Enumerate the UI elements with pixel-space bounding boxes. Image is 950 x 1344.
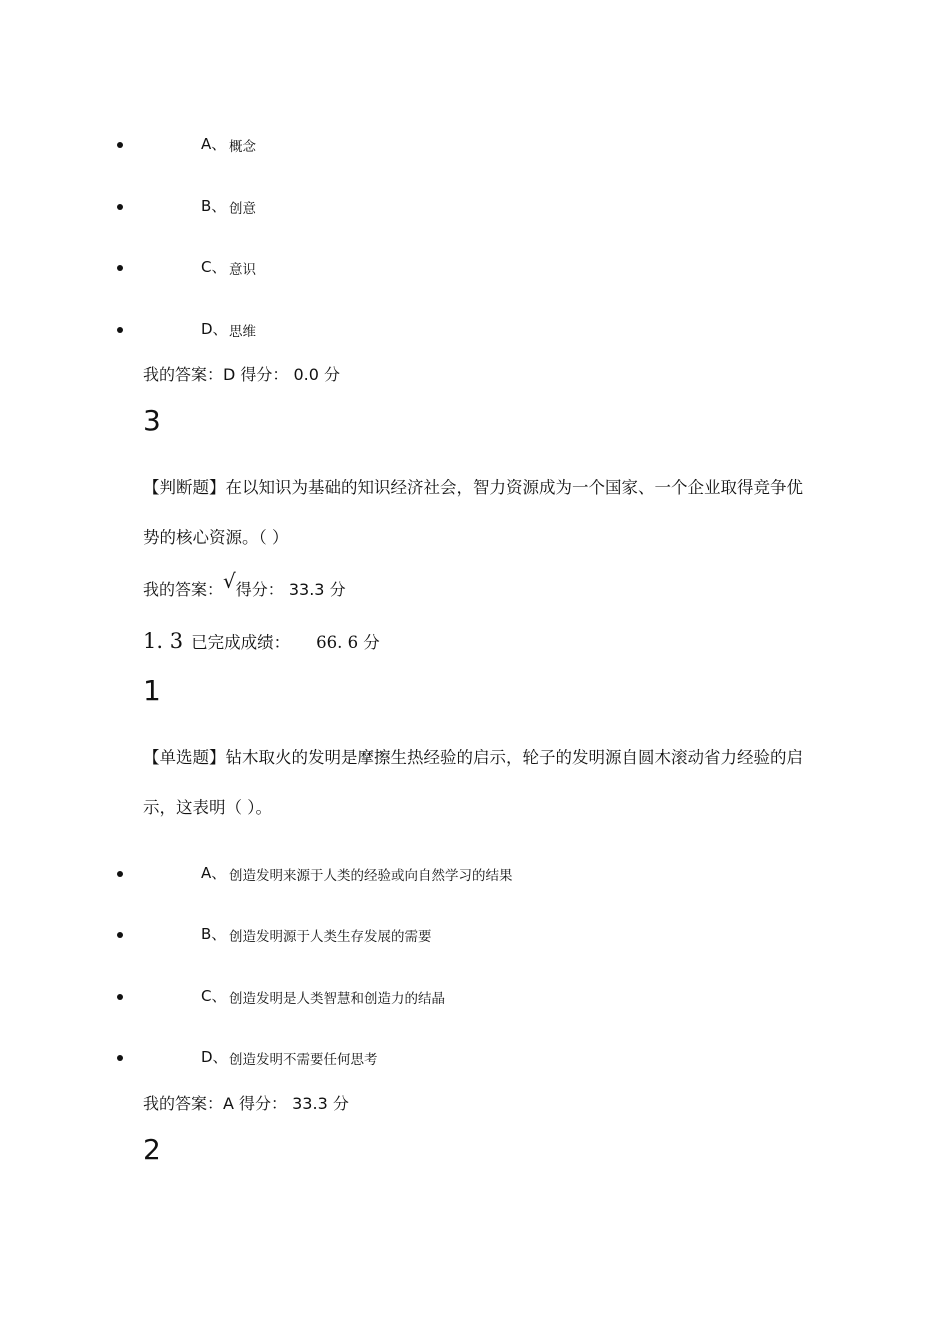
option-text: 创造发明源于人类生存发展的需要 xyxy=(229,929,432,945)
option-a[interactable] xyxy=(0,130,950,160)
bullet-icon xyxy=(117,327,123,333)
my-answer: 我的答案：A 得分： 33.3 分 xyxy=(143,1094,349,1113)
bullet-icon xyxy=(117,1055,123,1061)
bullet-icon xyxy=(117,204,123,210)
option-text: 概念 xyxy=(229,139,256,155)
option-letter: D、 xyxy=(201,320,228,338)
bullet-icon xyxy=(117,142,123,148)
question-text-line2: 示，这表明（ ）。 xyxy=(143,798,272,817)
bullet-icon xyxy=(117,932,123,938)
option-c[interactable] xyxy=(0,253,950,283)
option-text: 创意 xyxy=(229,201,256,217)
option-letter: B、 xyxy=(201,925,227,943)
question-number: 3 xyxy=(143,404,161,437)
option-d[interactable] xyxy=(0,1043,950,1073)
question-number: 2 xyxy=(143,1133,161,1166)
option-text: 思维 xyxy=(229,324,256,340)
question-text-line2: 势的核心资源。（ ） xyxy=(143,528,289,547)
check-icon: √ xyxy=(223,569,236,593)
option-c[interactable] xyxy=(0,982,950,1012)
my-answer: 我的答案：D 得分： 0.0 分 xyxy=(143,365,341,384)
option-text: 创造发明不需要任何思考 xyxy=(229,1052,378,1068)
answer-score: 得分： 33.3 分 xyxy=(235,580,346,599)
option-text: 创造发明是人类智慧和创造力的结晶 xyxy=(229,991,445,1007)
section-number: 1. 3 xyxy=(143,629,184,653)
bullet-icon xyxy=(117,871,123,877)
my-answer xyxy=(143,569,346,600)
option-letter: B、 xyxy=(201,197,227,215)
section-title: 已完成成绩： xyxy=(191,633,291,652)
option-b[interactable] xyxy=(0,192,950,222)
option-d[interactable] xyxy=(0,315,950,345)
question-text-line1: 【判断题】在以知识为基础的知识经济社会，智力资源成为一个国家、一个企业取得竞争优 xyxy=(143,478,803,497)
option-letter: A、 xyxy=(201,135,227,153)
question-text-line1: 【单选题】钻木取火的发明是摩擦生热经验的启示，轮子的发明源自圆木滚动省力经验的启 xyxy=(143,748,803,767)
option-a[interactable] xyxy=(0,859,950,889)
option-letter: C、 xyxy=(201,258,227,276)
question-number: 1 xyxy=(143,674,161,707)
option-b[interactable] xyxy=(0,920,950,950)
option-letter: C、 xyxy=(201,987,227,1005)
answer-prefix: 我的答案： xyxy=(143,580,224,599)
bullet-icon xyxy=(117,994,123,1000)
option-letter: D、 xyxy=(201,1048,228,1066)
option-text: 创造发明来源于人类的经验或向自然学习的结果 xyxy=(229,868,513,884)
option-letter: A、 xyxy=(201,864,227,882)
section-header xyxy=(143,629,380,653)
bullet-icon xyxy=(117,265,123,271)
option-text: 意识 xyxy=(229,262,256,278)
section-score: 66. 6 分 xyxy=(316,633,380,652)
